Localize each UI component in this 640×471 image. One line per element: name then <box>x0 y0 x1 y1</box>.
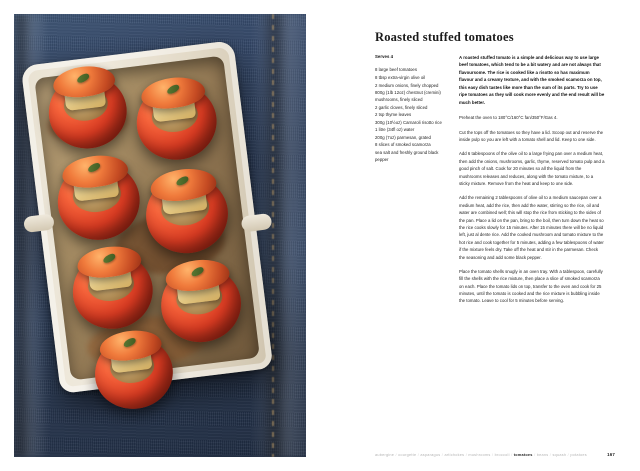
ingredient-item: 2 garlic cloves, finely sliced <box>375 104 428 110</box>
ingredient-item: 300g (10½oz) Carnaroli risotto rice <box>375 119 442 125</box>
chapter-breadcrumb <box>375 453 587 457</box>
breadcrumb-item: mushrooms <box>468 453 491 457</box>
ingredient-item: 8 slices of smoked scamorza <box>375 142 431 148</box>
recipe-intro: A roasted stuffed tomato is a simple and delicious way to use large beef tomatoes, which tend to be a bit watery and are not always that flavoursome. The rice is cooked like a risotto so has maximum flavour and a creamy texture, and with the smoked scamorza on top, this easy dish tastes like more than the sum of its parts. Try to use ripe tomatoes as they will cook more evenly and the end result will be much better. <box>459 55 605 105</box>
breadcrumb-separator: / <box>511 453 513 457</box>
method-step: Cut the tops off the tomatoes so they have a lid. Scoop out and reserve the inside pulp so you are left with a tomato shell and lid. Keep to one side. <box>459 129 604 143</box>
page-footer <box>375 452 615 457</box>
serves-label: Serves 4 <box>375 54 394 59</box>
breadcrumb-separator: / <box>491 453 494 457</box>
right-page <box>320 0 640 471</box>
ingredients-column <box>375 54 449 312</box>
breadcrumb-item: squash <box>552 453 567 457</box>
breadcrumb-separator: / <box>549 453 552 457</box>
recipe-columns <box>375 54 605 312</box>
method-step: Preheat the oven to 180°C/160°C fan/350°F/Gas 4. <box>459 115 558 121</box>
method-column <box>459 54 605 312</box>
breadcrumb-item: artichokes <box>444 453 465 457</box>
breadcrumb-item: beans <box>536 453 549 457</box>
ingredient-item: 2 medium onions, finely chopped <box>375 82 439 88</box>
ingredient-item: 1 litre (34fl oz) water <box>375 127 415 133</box>
ingredient-item: sea salt and freshly ground black pepper <box>375 149 439 162</box>
ingredient-item: 200g (7oz) parmesan, grated <box>375 134 431 140</box>
method-step: Add 6 tablespoons of the olive oil to a large frying pan over a medium heat, then add the onions, mushrooms, garlic, thyme, reserved tomato pulp and a good pinch of salt. Cook for 20 minutes so all the liquid from the mushrooms releases and reduces, along with the tomato mixture, to a sticky mixture. Remove from the heat and keep to one side. <box>459 151 605 187</box>
ingredients-list <box>375 67 449 163</box>
page-number: 167 <box>607 452 615 457</box>
breadcrumb-item: tomatoes <box>513 453 533 457</box>
breadcrumb-separator: / <box>417 453 420 457</box>
breadcrumb-separator: / <box>441 453 444 457</box>
recipe-photo <box>14 14 306 457</box>
breadcrumb-item: courgette <box>398 453 417 457</box>
breadcrumb-item: potatoes <box>570 453 587 457</box>
breadcrumb-separator: / <box>465 453 468 457</box>
ingredient-item: 8 large beef tomatoes <box>375 67 417 73</box>
method-step: Add the remaining 2 tablespoons of olive oil to a medium saucepan over a medium heat, add the rice, then add the water, stirring so the rice, oil and water are combined well; this will stop the rice from sticking to the sides of the pan. Place a lid on the pan, bring to the boil, then turn down the heat so the rice cooks slowly for 15 minutes. After 15 minutes there will be no liquid left, just al dente rice. Add the cooked mushroom and tomato mixture to the hot rice and cook together for 5 minutes, adding a few tablespoons of water if the mixture feels dry. Take off the heat and stir in the parmesan. Check the seasoning and add some black pepper. <box>459 195 604 260</box>
breadcrumb-item: aubergine <box>375 453 395 457</box>
denim-shadow <box>260 14 290 457</box>
baking-dish <box>21 40 274 394</box>
ingredient-item: 2 tsp thyme leaves <box>375 112 412 118</box>
recipe-title: Roasted stuffed tomatoes <box>375 30 514 45</box>
breadcrumb-separator: / <box>395 453 397 457</box>
denim-stitching <box>272 14 274 457</box>
breadcrumb-item: broccoli <box>494 453 510 457</box>
ingredient-item: 800g (1lb 12oz) chestnut (cremini) mushrooms, finely sliced <box>375 90 441 103</box>
method-step: Place the tomato shells snugly in an oven tray. With a tablespoon, carefully fill the shells with the rice mixture, then place a slice of smoked scamorza on each. Place the tomato lids on top, transfer to the oven and cook for 25 minutes, until the tomato is cooked and the rice mixture is bubbling inside the tomato. Leave to cool for 5 minutes before serving. <box>459 268 603 304</box>
breadcrumb-separator: / <box>567 453 569 457</box>
breadcrumb-item: asparagus <box>420 453 441 457</box>
breadcrumb-separator: / <box>534 453 536 457</box>
ingredient-item: 8 tbsp extra-virgin olive oil <box>375 74 426 80</box>
